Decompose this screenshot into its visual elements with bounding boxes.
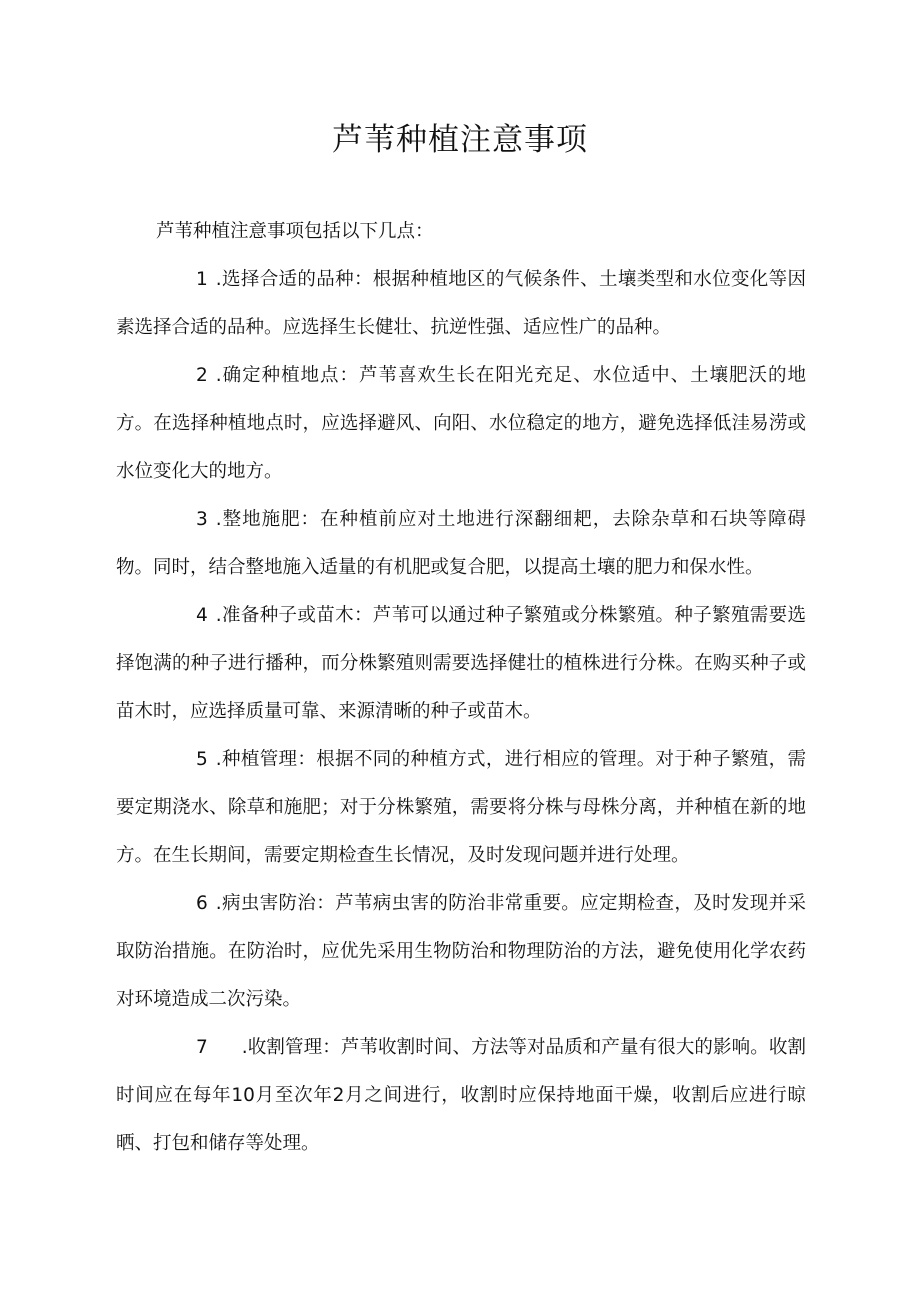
intro-paragraph: 芦苇种植注意事项包括以下几点：: [156, 221, 434, 242]
item-text: .整地施肥：在种植前应对土地进行深翻细耙，去除杂草和石块等障碍物。同时，结合整地施入适量的有机肥或复合肥，以提高土壤的肥力和保水性。: [116, 509, 806, 578]
item-text: .种植管理：根据不同的种植方式，进行相应的管理。对于种子繁殖，需要定期浇水、除草和施肥；对于分株繁殖，需要将分株与母株分离，并种植在新的地方。在生长期间，需要定期检查生长情况，及时发现问题并进行处理。: [116, 749, 806, 866]
item-text: .病虫害防治：芦苇病虫害的防治非常重要。应定期检查，及时发现并采取防治措施。在防治时，应优先采用生物防治和物理防治的方法，避免使用化学农药对环境造成二次污染。: [116, 893, 806, 1010]
list-item-6: [116, 880, 806, 1024]
list-item-3: [116, 496, 806, 592]
list-item-2: [116, 352, 806, 496]
list-item-4: [116, 592, 806, 736]
item-number: 2: [196, 365, 208, 386]
item-text: .选择合适的品种：根据种植地区的气候条件、土壤类型和水位变化等因素选择合适的品种。应选择生长健壮、抗逆性强、适应性广的品种。: [116, 269, 806, 338]
item-text: .准备种子或苗木：芦苇可以通过种子繁殖或分株繁殖。种子繁殖需要选择饱满的种子进行播种，而分株繁殖则需要选择健壮的植株进行分株。在购买种子或苗木时，应选择质量可靠、来源清晰的种子或苗木。: [116, 605, 806, 722]
item-number: 6: [196, 893, 208, 914]
list-item-7: [116, 1024, 806, 1168]
item-number: 5: [196, 749, 208, 770]
list-item-1: [116, 256, 806, 352]
item-text: .收割管理：芦苇收割时间、方法等对品质和产量有很大的影响。收割时间应在每年10月至次年2月之间进行，收割时应保持地面干燥，收割后应进行晾晒、打包和储存等处理。: [116, 1037, 806, 1154]
item-text: .确定种植地点：芦苇喜欢生长在阳光充足、水位适中、土壤肥沃的地方。在选择种植地点时，应选择避风、向阳、水位稳定的地方，避免选择低洼易涝或水位变化大的地方。: [116, 365, 806, 482]
page-title: 芦苇种植注意事项: [332, 122, 588, 158]
item-number: 3: [196, 509, 208, 530]
item-number: 4: [196, 605, 208, 626]
item-number: 1: [196, 269, 208, 290]
document-body: [116, 208, 806, 1168]
list-item-5: [116, 736, 806, 880]
item-number: 7: [196, 1037, 208, 1058]
